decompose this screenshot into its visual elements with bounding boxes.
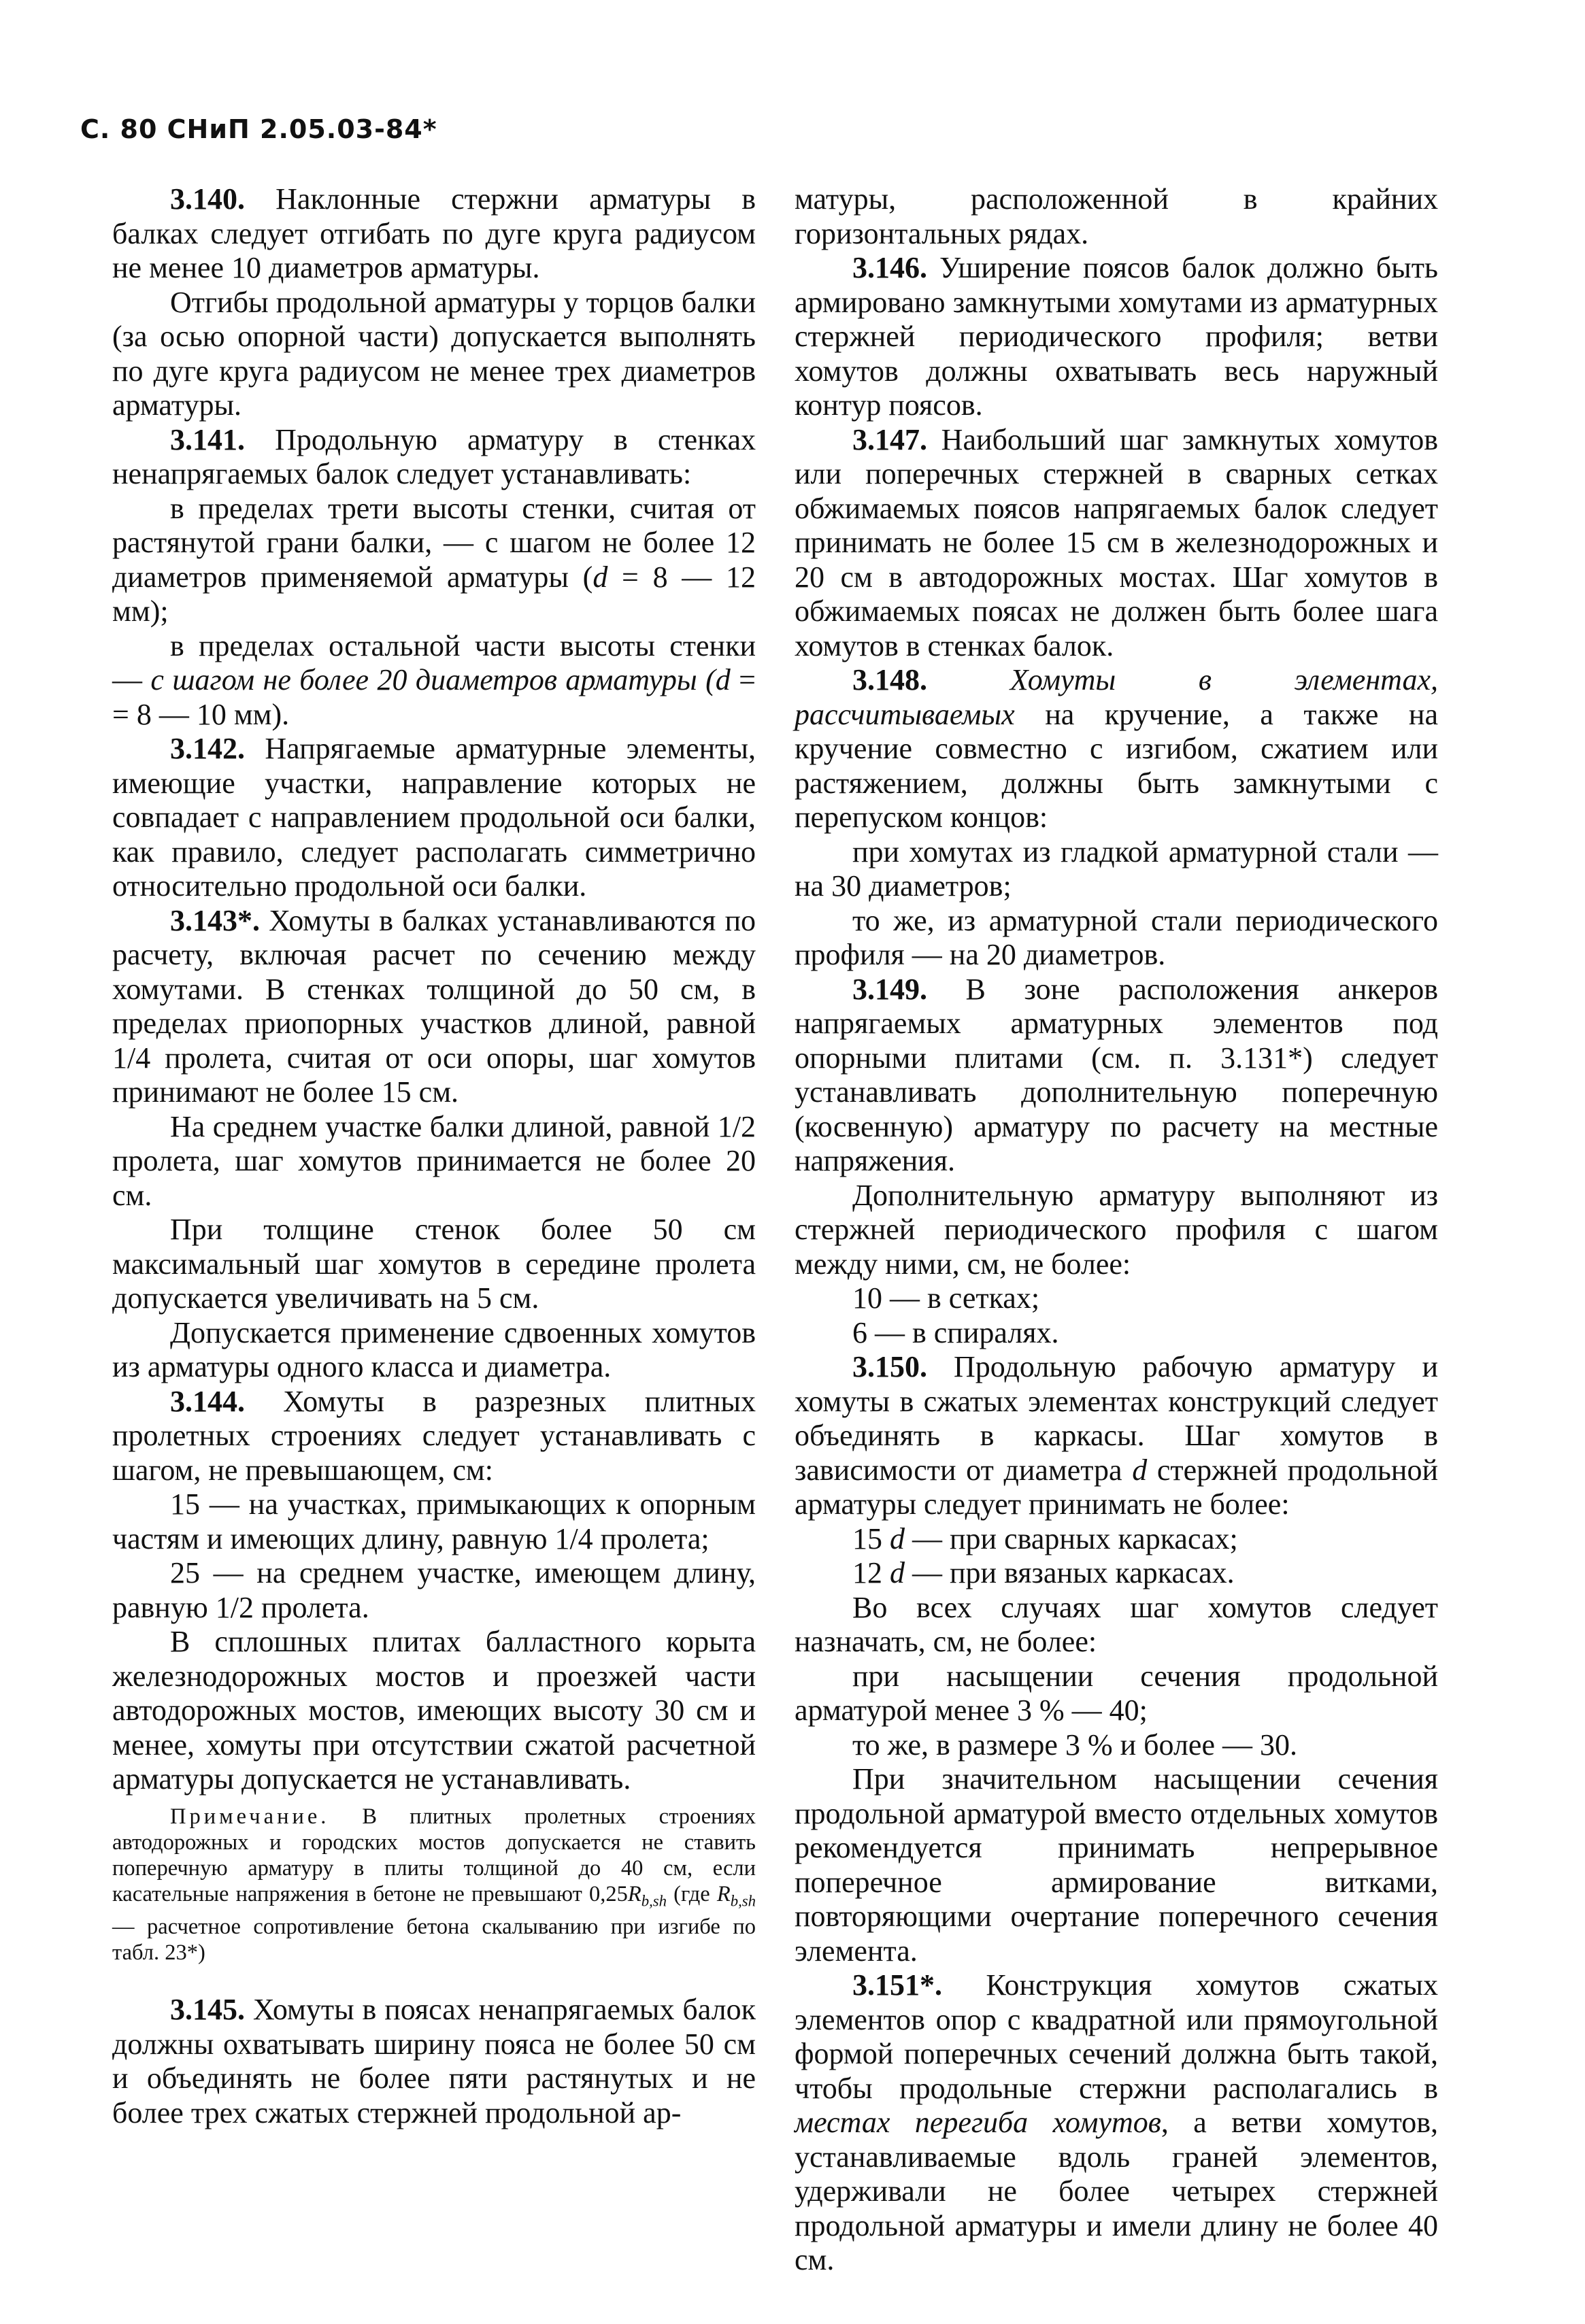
list-item-144-a: 15 — на участках, примыкающих к опорным частям и имеющих длину, равную 1/4 пролета;	[112, 1487, 756, 1555]
italic-text: местах перегиба хомутов	[795, 2106, 1161, 2139]
list-item-150-d: при насыщении сечения продольной арматурой менее 3 % — 40;	[795, 1659, 1438, 1727]
note-text: (где	[666, 1881, 717, 1906]
italic-text: Хомуты в элементах, рассчитываемых	[795, 663, 1438, 731]
list-item-148-a: при хомутах из гладкой арматурной стали — на 30 диаметров;	[795, 835, 1438, 903]
item-text: 12	[852, 1556, 890, 1589]
paragraph-3-143-b: На среднем участке балки длиной, равной 1/2 пролета, шаг хомутов принимается не более 20 см.	[112, 1109, 756, 1212]
left-column	[112, 182, 756, 2130]
note-paragraph	[112, 1804, 756, 1966]
paragraph-3-143-c: При толщине стенок более 50 см максимальный шаг хомутов в середине пролета допускается увеличивать на 5 см.	[112, 1213, 756, 1315]
paragraph-text: В зоне расположения анкеров напрягаемых арматурных элементов под опорными плитами (см. п. 3.131*) следует устанавливать дополнительную поперечную (косвенную) арматуру по расчету на местные напряжения.	[795, 972, 1438, 1177]
clause-number: 3.143*.	[170, 903, 260, 937]
paragraph-3-149	[795, 973, 1438, 1179]
list-item-141-b	[112, 629, 756, 732]
list-item-150-a	[795, 1522, 1438, 1557]
clause-number: 3.142.	[170, 732, 245, 765]
symbol-d: d	[1132, 1453, 1148, 1487]
item-text: в пределах остальной части высоты стенки —	[112, 628, 756, 696]
paragraph-text: Напрягаемые арматурные элементы, имеющие участки, направление которых не совпадает с направлением продольной оси балки, как правило, следует располагать симметрично относительно продольной оси балки.	[112, 732, 756, 903]
item-text: 15	[852, 1521, 890, 1555]
paragraph-3-144-c: В сплошных плитах балластного корыта железнодорожных мостов и проезжей части автодорожных мостов, имеющих высоту 30 см и менее, хомуты при отсутствии сжатой расчетной арматуры допускается не устанавливать.	[112, 1625, 756, 1796]
clause-number: 3.144.	[170, 1384, 245, 1418]
list-item-150-e: то же, в размере 3 % и более — 30.	[852, 1728, 1297, 1762]
paragraph-3-149-b: Дополнительную арматуру выполняют из стержней периодического профиля с шагом между ними, см, не более:	[795, 1178, 1438, 1281]
paragraph-text: Уширение поясов балок должно быть армировано замкнутыми хомутами из арматурных стержней периодического профиля; ветви хомутов должны охватывать весь наружный контур поясов.	[795, 251, 1438, 422]
note-text: В плитных пролетных строениях автодорожных и городских мостов допускается не ставить поперечную арматуру в плиты толщиной до 40 см, если касательные напряжения в бетоне не превышают 0,25	[112, 1804, 756, 1906]
paragraph-3-143	[112, 904, 756, 1110]
paragraph-text: Конструкция хомутов сжатых элементов опор с квадратной или прямоугольной формой поперечных сечений должна быть такой, чтобы продольные стержни располагались в	[795, 1968, 1438, 2105]
note-text: — расчетное сопротивление бетона скалыванию при изгибе по табл. 23*)	[112, 1915, 756, 1965]
clause-number: 3.147.	[852, 422, 927, 456]
paragraph-text: Продольную арматуру в стенках ненапрягаемых балок следует устанавливать:	[112, 422, 756, 490]
paragraph-3-141	[112, 423, 756, 492]
italic-text: с шагом не более 20 диаметров арматуры (d	[150, 663, 731, 696]
page-header: С. 80 СНиП 2.05.03-84*	[80, 114, 437, 144]
paragraph-3-142	[112, 732, 756, 904]
clause-number: 3.149.	[852, 972, 927, 1006]
paragraph-text: стержней продольной арматуры следует принимать не более:	[795, 1453, 1438, 1521]
subscript-b-sh: b,sh	[730, 1892, 756, 1909]
paragraph-3-140	[112, 182, 756, 286]
paragraph-text: , а ветви хомутов, устанавливаемые вдоль граней элементов, удерживали не более четырех стержней продольной арматуры и имели длину не более 40 см.	[795, 2106, 1438, 2276]
note-title: Примечание.	[170, 1804, 330, 1829]
right-column	[795, 182, 1438, 2278]
paragraph-text: Наибольший шаг замкнутых хомутов или поперечных стержней в сварных сетках обжимаемых поясов напрягаемых балок следует принимать не более 15 см в железнодорожных и 20 см в автодорожных мостах. Шаг хомутов в обжимаемых поясах не должен быть более шага хомутов в стенках балок.	[795, 422, 1438, 662]
paragraph-text: на кручение, а также на кручение совместно с изгибом, сжатием или растяжением, должны быть замкнутыми с перепуском концов:	[795, 697, 1438, 834]
symbol-R: R	[627, 1881, 641, 1906]
paragraph-text: Наклонные стержни арматуры в балках следует отгибать по дуге круга радиусом не менее 10 диаметров арматуры.	[112, 182, 756, 284]
spacer	[112, 1966, 756, 1993]
paragraph-text: Хомуты в балках устанавливаются по расчету, включая расчет по сечению между хомутами. В стенках толщиной до 50 см, в пределах приопорных участков длиной, равной 1/4 пролета, считая от оси опоры, шаг хомутов принимают не более 15 см.	[112, 903, 756, 1109]
clause-number: 3.151*.	[852, 1968, 942, 2002]
paragraph-3-151	[795, 1968, 1438, 2278]
clause-number: 3.145.	[170, 1993, 245, 2026]
paragraph-text: Хомуты в разрезных плитных пролетных строениях следует устанавливать с шагом, не превышающем, см:	[112, 1384, 756, 1487]
symbol-d: d	[890, 1556, 905, 1589]
list-item-150-b	[795, 1556, 1438, 1591]
paragraph-3-148	[795, 663, 1438, 835]
paragraph-3-145-continued: матуры, расположенной в крайних горизонтальных рядах.	[795, 182, 1438, 250]
clause-number: 3.141.	[170, 422, 245, 456]
clause-number: 3.150.	[852, 1350, 927, 1383]
list-item-148-b: то же, из арматурной стали периодического профиля — на 20 диаметров.	[795, 903, 1438, 971]
paragraph-3-145	[112, 1993, 756, 2130]
symbol-d: d	[890, 1521, 905, 1555]
paragraph-3-150-f: При значительном насыщении сечения продольной арматурой вместо отдельных хомутов рекомендуется принимать непрерывное поперечное армирование витками, повторяющими очертание поперечного сечения элемента.	[795, 1762, 1438, 1968]
symbol-R: R	[716, 1881, 731, 1906]
item-text: — при вязаных каркасах.	[905, 1556, 1235, 1589]
paragraph-3-140-b: Отгибы продольной арматуры у торцов балки (за осью опорной части) допускается выполнять по дуге круга радиусом не менее трех диаметров арматуры.	[112, 285, 756, 422]
paragraph-text: Продольную рабочую арматуру и хомуты в сжатых элементах конструкций следует объединять в каркасы. Шаг хомутов в зависимости от диаметра	[795, 1350, 1438, 1487]
paragraph-3-146	[795, 251, 1438, 423]
clause-number: 3.146.	[852, 251, 927, 284]
paragraph-3-143-d: Допускается применение сдвоенных хомутов из арматуры одного класса и диаметра.	[112, 1315, 756, 1383]
paragraph-3-144	[112, 1385, 756, 1488]
item-text: = 8 — 12 мм);	[112, 560, 756, 628]
paragraph-3-150-c: Во всех случаях шаг хомутов следует назначать, см, не более:	[795, 1590, 1438, 1658]
list-item-144-b: 25 — на среднем участке, имеющем длину, равную 1/2 пролета.	[112, 1556, 756, 1624]
item-text: в пределах трети высоты стенки, считая от растянутой грани балки, — с шагом не более 12 диаметров применяемой арматуры (	[112, 491, 756, 594]
clause-number: 3.148.	[852, 663, 927, 696]
paragraph-3-150	[795, 1350, 1438, 1522]
list-item-149-d: 6 — в спиралях.	[852, 1315, 1059, 1349]
clause-number: 3.140.	[170, 182, 245, 216]
paragraph-3-147	[795, 423, 1438, 664]
list-item-141-a	[112, 492, 756, 629]
paragraph-text: Хомуты в поясах ненапрягаемых балок должны охватывать ширину пояса не более 50 см и объединять не более пяти растянутых и не более трех сжатых стержней продольной ар-	[112, 1993, 756, 2129]
subscript-b-sh: b,sh	[641, 1892, 667, 1909]
item-text: — при сварных каркасах;	[905, 1521, 1238, 1555]
item-text: = = 8 — 10 мм).	[112, 663, 756, 731]
symbol-d: d	[593, 560, 608, 594]
list-item-149-c: 10 — в сетках;	[852, 1281, 1040, 1315]
